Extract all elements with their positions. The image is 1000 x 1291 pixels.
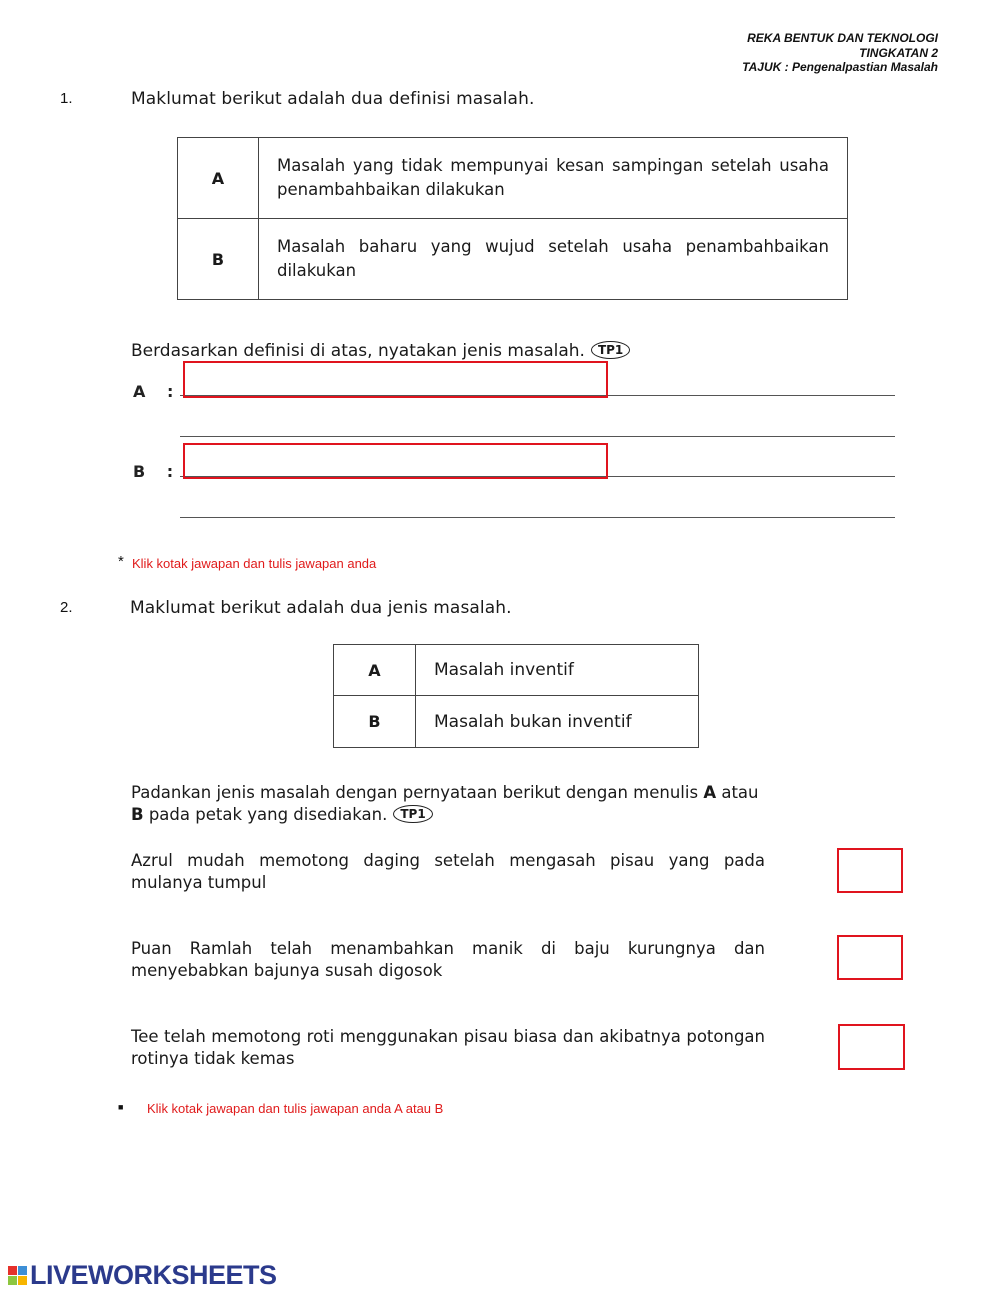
- table-row: [178, 138, 848, 219]
- row-label-b: B: [334, 696, 416, 748]
- table-row: [178, 219, 848, 300]
- question-1-instruction: [131, 340, 630, 362]
- answer-b-line-2: [180, 517, 895, 518]
- definition-table: [177, 137, 848, 300]
- question-2-instruction: [131, 782, 911, 826]
- liveworksheets-logo-text: LIVEWORKSHEETS: [30, 1260, 277, 1290]
- answer-a-label: [133, 382, 173, 401]
- row-label-a: A: [334, 645, 416, 696]
- statement-2-answer-input[interactable]: [837, 935, 903, 980]
- answer-b-letter: B: [133, 462, 146, 481]
- statement-2: Puan Ramlah telah menambahkan manik di baju kurungnya dan menyebabkan bajunya susah digosok: [131, 939, 765, 980]
- question-2-number: 2.: [60, 599, 73, 616]
- topic-title: TAJUK : Pengenalpastian Masalah: [742, 60, 938, 74]
- question-1-note: Klik kotak jawapan dan tulis jawapan anda: [132, 556, 377, 571]
- note-asterisk: *: [118, 553, 124, 570]
- document-header: [742, 31, 938, 75]
- liveworksheets-logo[interactable]: [8, 1260, 277, 1291]
- question-2-note: Klik kotak jawapan dan tulis jawapan anda A atau B: [147, 1101, 444, 1116]
- instruction-letter-a: A: [703, 783, 717, 802]
- instruction-text: pada petak yang disediakan.: [148, 805, 388, 824]
- liveworksheets-logo-icon: [8, 1266, 27, 1285]
- subject-title: REKA BENTUK DAN TEKNOLOGI: [747, 31, 938, 45]
- definition-b-text: Masalah baharu yang wujud setelah usaha penambahbaikan dilakukan: [259, 219, 848, 300]
- instruction-text: Berdasarkan definisi di atas, nyatakan jenis masalah.: [131, 341, 585, 361]
- row-label-a: A: [178, 138, 259, 219]
- instruction-letter-b: B: [131, 805, 144, 824]
- answer-a-line-2: [180, 436, 895, 437]
- logo-square-red: [8, 1266, 17, 1275]
- question-2-title: Maklumat berikut adalah dua jenis masalah.: [130, 598, 512, 618]
- problem-type-table: [333, 644, 699, 748]
- statement-3: Tee telah memotong roti menggunakan pisau biasa dan akibatnya potongan rotinya tidak kemas: [131, 1027, 765, 1068]
- statement-3-answer-input[interactable]: [838, 1024, 905, 1070]
- definition-a-text: Masalah yang tidak mempunyai kesan sampingan setelah usaha penambahbaikan dilakukan: [259, 138, 848, 219]
- statement-1-answer-input[interactable]: [837, 848, 903, 893]
- instruction-text: Padankan jenis masalah dengan pernyataan berikut dengan menulis: [131, 783, 699, 802]
- logo-square-green: [8, 1276, 17, 1285]
- tp1-badge: TP1: [591, 341, 630, 359]
- question-1-title: Maklumat berikut adalah dua definisi masalah.: [131, 89, 535, 109]
- tp1-badge: TP1: [393, 805, 432, 823]
- row-label-b: B: [178, 219, 259, 300]
- answer-a-input[interactable]: [183, 361, 608, 398]
- table-row: [334, 645, 699, 696]
- answer-b-colon: :: [166, 462, 174, 481]
- type-b-text: Masalah bukan inventif: [416, 696, 699, 748]
- logo-square-yellow: [18, 1276, 27, 1285]
- logo-square-blue: [18, 1266, 27, 1275]
- type-a-text: Masalah inventif: [416, 645, 699, 696]
- answer-a-colon: :: [166, 382, 174, 401]
- answer-a-letter: A: [133, 382, 146, 401]
- answer-b-input[interactable]: [183, 443, 608, 479]
- instruction-text: atau: [721, 783, 759, 802]
- answer-b-label: [133, 462, 173, 481]
- question-1-number: 1.: [60, 90, 73, 107]
- statement-1: Azrul mudah memotong daging setelah mengasah pisau yang pada mulanya tumpul: [131, 851, 765, 892]
- table-row: [334, 696, 699, 748]
- form-level: TINGKATAN 2: [859, 45, 938, 60]
- note-bullet: ■: [118, 1102, 124, 1112]
